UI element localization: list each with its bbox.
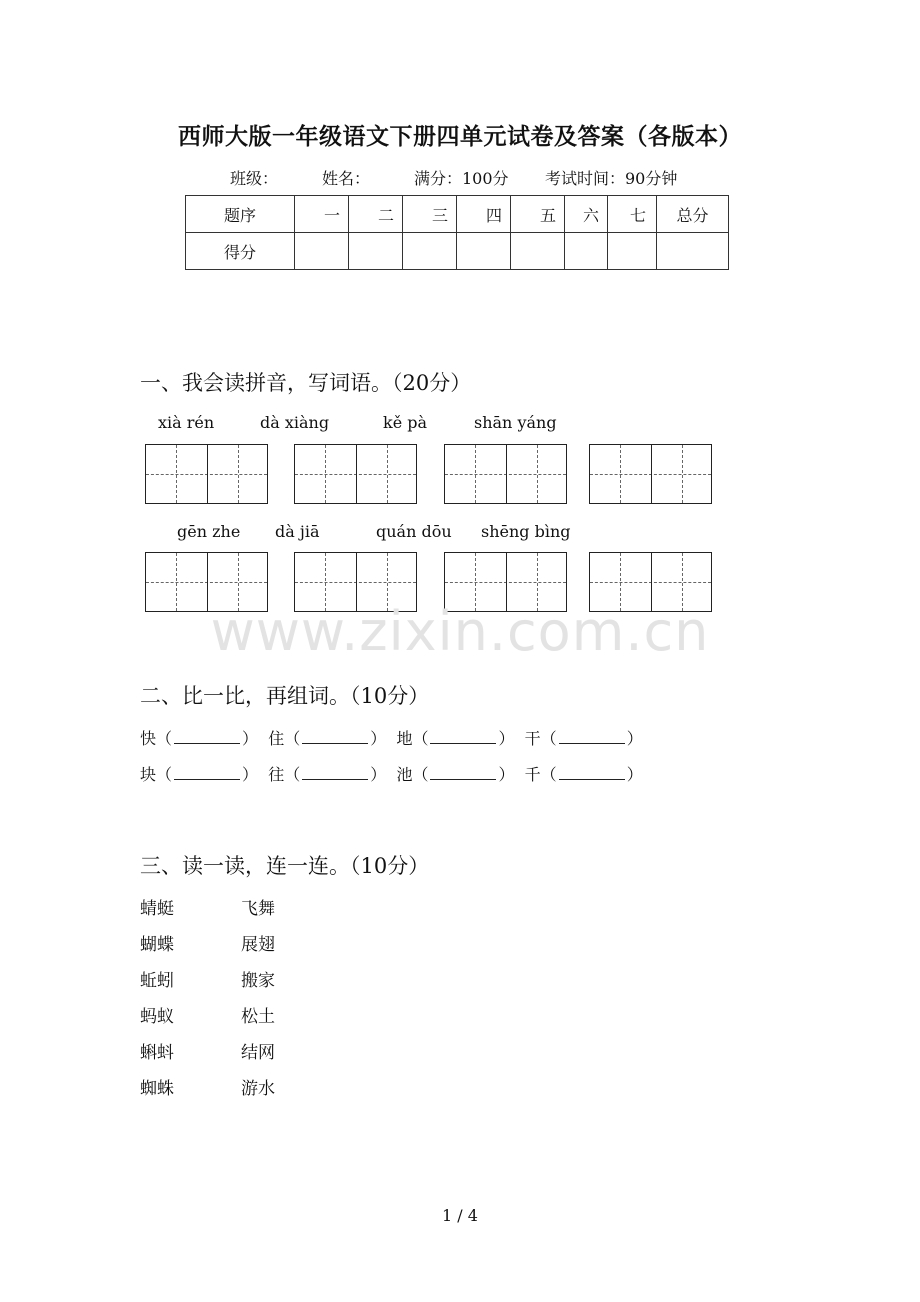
match-right-item[interactable]: 结网 [241,1043,275,1063]
page-number: 1 / 4 [442,1206,478,1225]
answer-blank[interactable] [174,765,240,780]
score-table-header-row [186,196,729,233]
match-left-item[interactable]: 蝴蝶 [140,935,174,955]
score-table [185,195,729,270]
full-score-label: 满分：100分 [414,169,509,188]
score-input-cell[interactable] [511,233,565,270]
answer-blank[interactable] [174,729,240,744]
table-cell: 二 [349,196,403,233]
section-2-heading: 二、比一比，再组词。（10分） [140,684,430,708]
answer-blank[interactable] [302,729,368,744]
answer-blank[interactable] [559,729,625,744]
name-label: 姓名： [322,169,371,188]
match-right-item[interactable]: 游水 [241,1079,275,1099]
answer-blank[interactable] [559,765,625,780]
character: 干 [524,729,541,748]
class-label: 班级： [230,169,279,188]
pinyin-label: quán dōu [376,522,452,541]
character: 地 [396,729,413,748]
section-1-heading: 一、我会读拼音，写词语。（20分） [140,371,472,395]
table-cell: 五 [511,196,565,233]
pinyin-label: dà jiā [275,522,320,541]
character: 块 [140,765,157,784]
score-input-cell[interactable] [608,233,657,270]
match-left-item[interactable]: 蜘蛛 [140,1079,174,1099]
compare-row-1: 快（ ） 住（ ） 地（ ） 干（ ） [140,729,643,748]
score-input-cell[interactable] [403,233,457,270]
table-cell: 六 [565,196,608,233]
table-cell: 总分 [657,196,729,233]
answer-blank[interactable] [302,765,368,780]
answer-blank[interactable] [430,729,496,744]
match-right-item[interactable]: 搬家 [241,971,275,991]
score-input-cell[interactable] [349,233,403,270]
score-table-score-row [186,233,729,270]
pinyin-label: shēng bìng [481,522,571,541]
pinyin-label: xià rén [158,413,215,432]
writing-grid[interactable] [294,444,417,504]
character: 往 [268,765,285,784]
watermark: www.zixin.com.cn [210,600,710,663]
compare-row-2: 块（ ） 往（ ） 池（ ） 千（ ） [140,765,643,784]
match-left-item[interactable]: 蚂蚁 [140,1007,174,1027]
writing-grid[interactable] [145,444,268,504]
pinyin-label: dà xiàng [260,413,330,432]
table-cell: 得分 [186,233,295,270]
writing-grid[interactable] [589,444,712,504]
table-cell: 四 [457,196,511,233]
section-3-heading: 三、读一读，连一连。（10分） [140,854,430,878]
score-input-cell[interactable] [295,233,349,270]
character: 快 [140,729,157,748]
table-cell: 题序 [186,196,295,233]
character: 千 [524,765,541,784]
score-input-cell[interactable] [457,233,511,270]
exam-time-label: 考试时间：90分钟 [545,169,678,188]
match-right-item[interactable]: 松土 [241,1007,275,1027]
pinyin-label: gēn zhe [177,522,241,541]
match-right-item[interactable]: 展翅 [241,935,275,955]
match-right-item[interactable]: 飞舞 [241,899,275,919]
character: 住 [268,729,285,748]
exam-title: 西师大版一年级语文下册四单元试卷及答案（各版本） [178,123,742,150]
table-cell: 一 [295,196,349,233]
score-input-cell[interactable] [565,233,608,270]
table-cell: 三 [403,196,457,233]
match-left-item[interactable]: 蚯蚓 [140,971,174,991]
writing-grid[interactable] [444,444,567,504]
table-cell: 七 [608,196,657,233]
pinyin-label: kě pà [383,413,428,432]
score-input-cell[interactable] [657,233,729,270]
match-left-item[interactable]: 蝌蚪 [140,1043,174,1063]
answer-blank[interactable] [430,765,496,780]
character: 池 [396,765,413,784]
match-left-item[interactable]: 蜻蜓 [140,899,174,919]
pinyin-label: shān yáng [474,413,557,432]
